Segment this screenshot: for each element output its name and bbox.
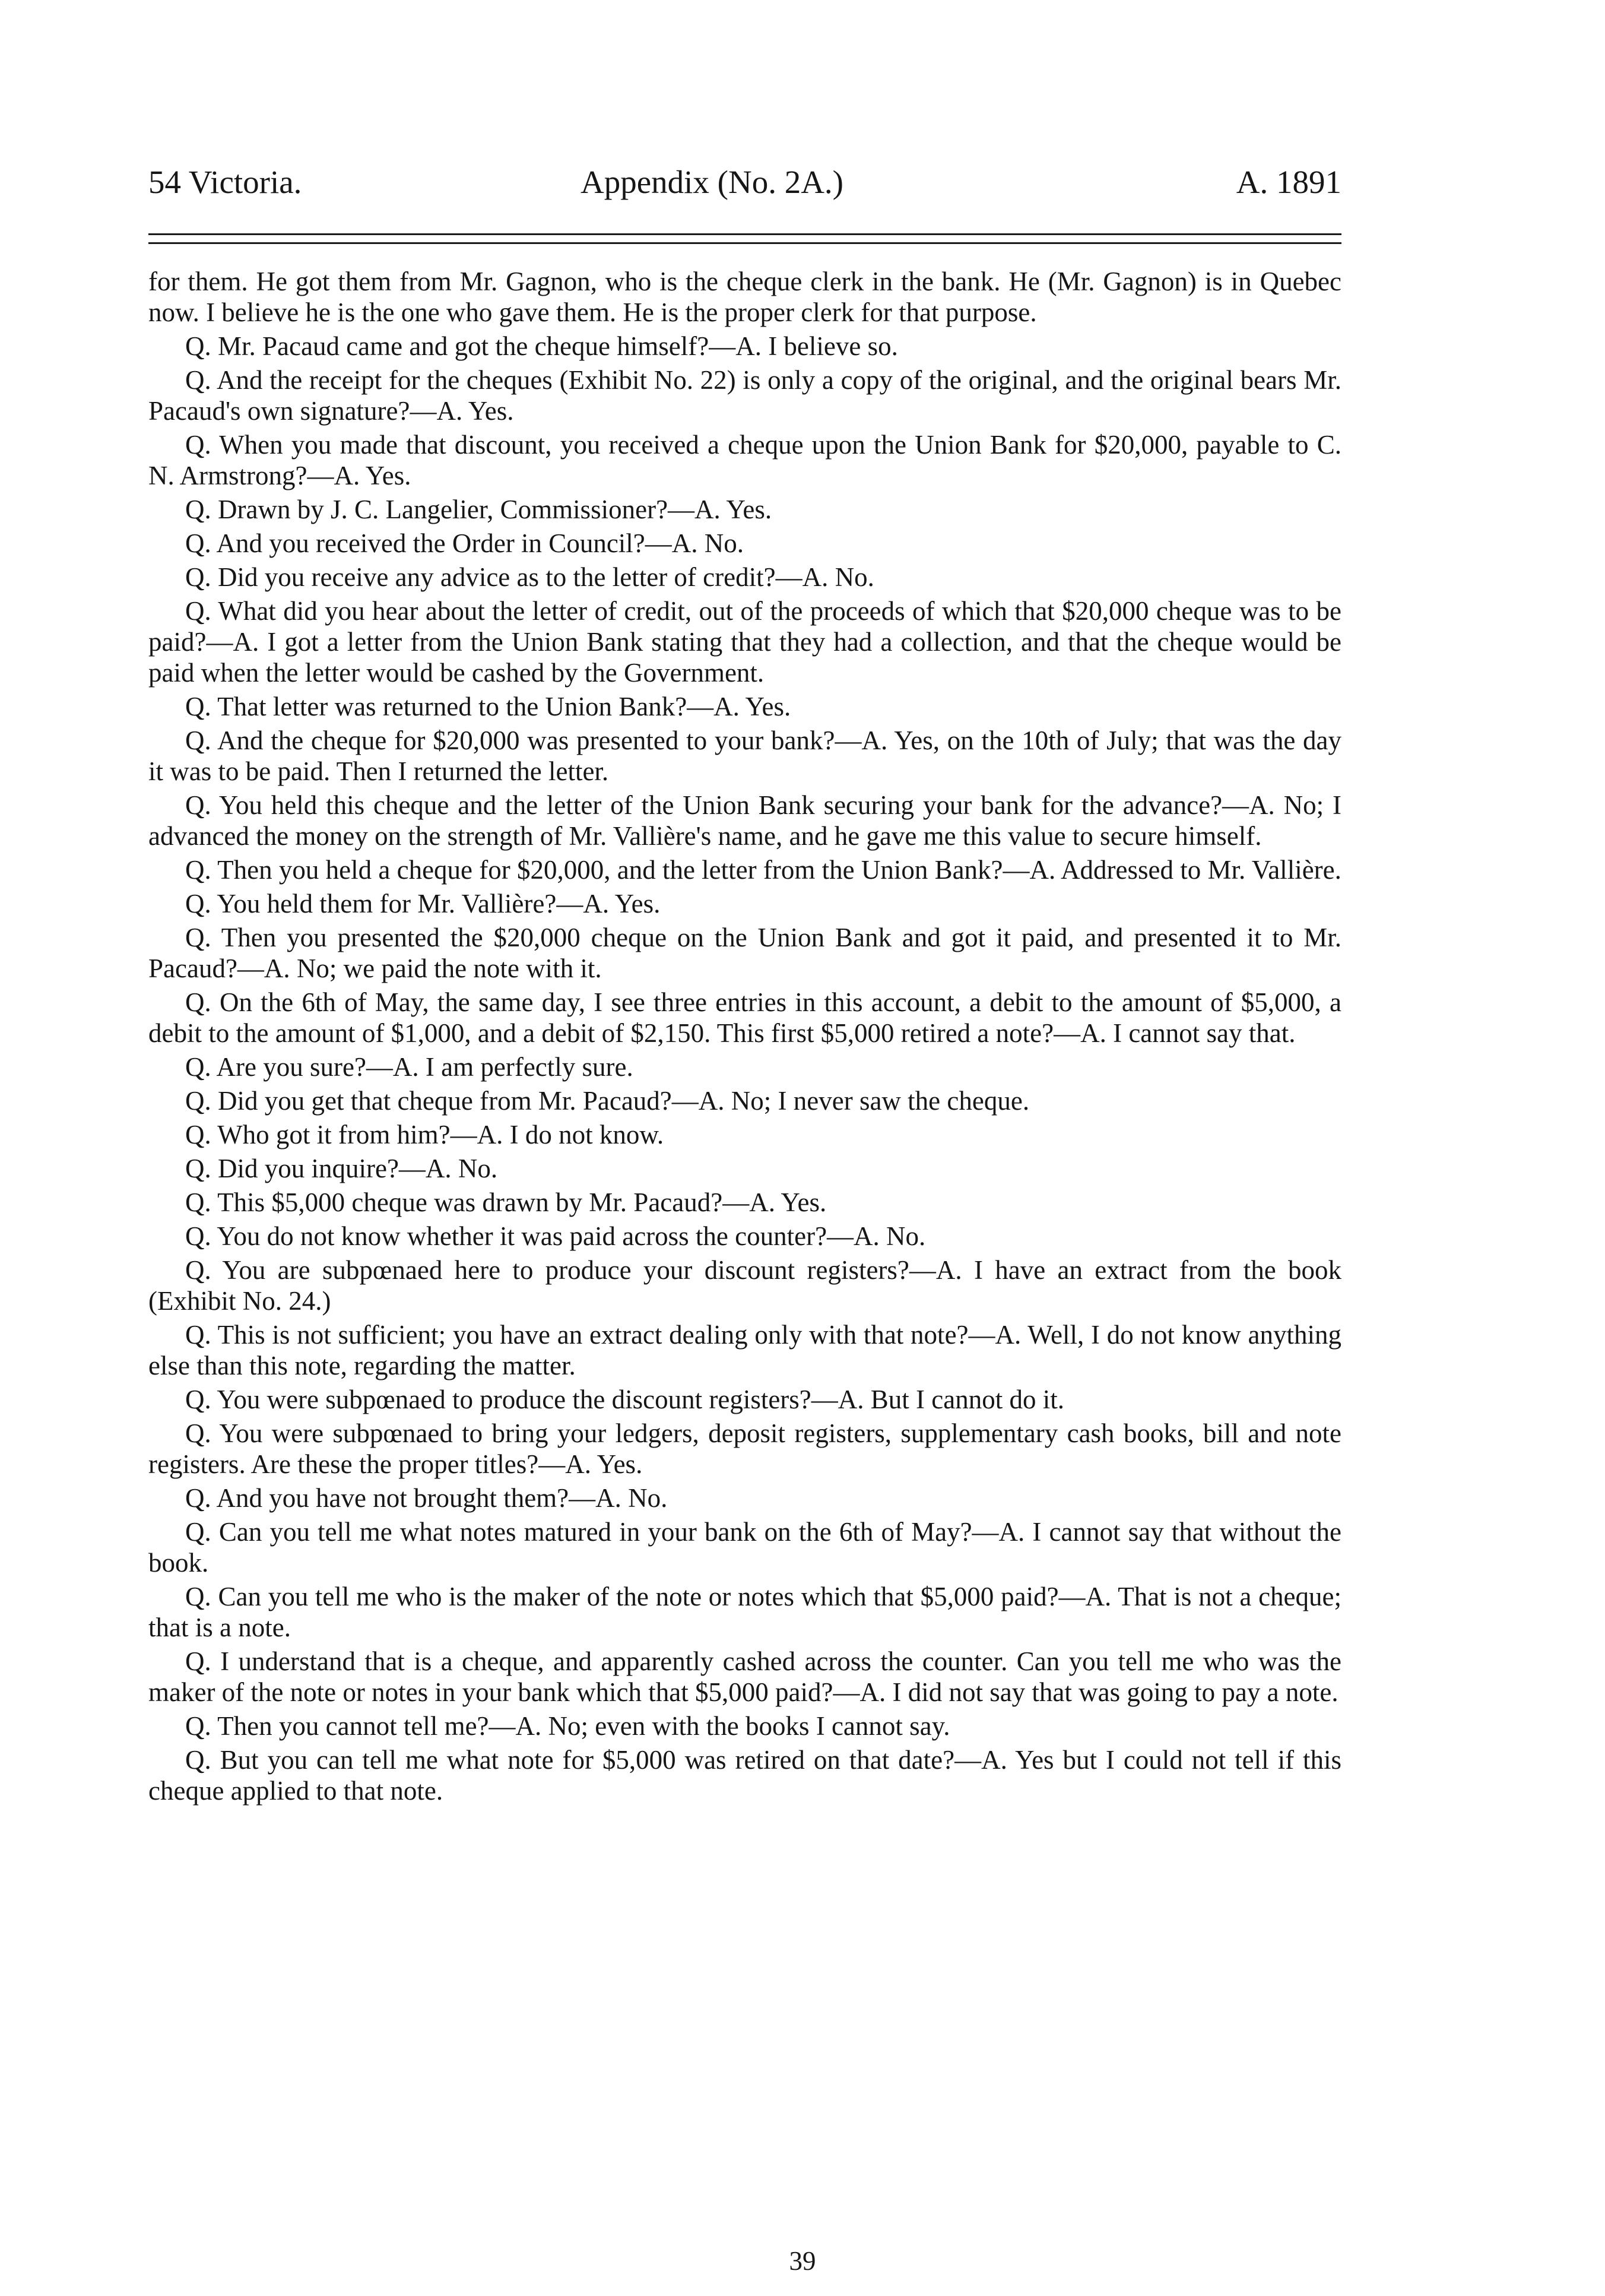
testimony-paragraph: Q. Can you tell me who is the maker of the note or notes which that $5,000 paid?—A. That is not a cheque; that is a note. <box>148 1582 1341 1642</box>
continued-paragraph: for them. He got them from Mr. Gagnon, who is the cheque clerk in the bank. He (Mr. Gagnon) is in Quebec now. I believe he is the one who gave them. He is the proper clerk for that purpose. <box>148 267 1341 327</box>
testimony-paragraph: Q. Then you presented the $20,000 cheque on the Union Bank and got it paid, and presented it to Mr. Pacaud?—A. No; we paid the note with it. <box>148 923 1341 983</box>
testimony-paragraph: Q. You held them for Mr. Vallière?—A. Yes. <box>185 889 661 919</box>
testimony-paragraph: Q. Did you receive any advice as to the letter of credit?—A. No. <box>185 562 874 592</box>
testimony-paragraph: Q. You were subpœnaed to produce the discount registers?—A. But I cannot do it. <box>185 1385 1064 1414</box>
testimony-paragraph: Q. When you made that discount, you received a cheque upon the Union Bank for $20,000, payable to C. N. Armstrong?—A. Yes. <box>148 430 1341 490</box>
header-year: A. 1891 <box>1236 164 1341 200</box>
testimony-paragraph: Q. Drawn by J. C. Langelier, Commissioner?—A. Yes. <box>185 495 772 524</box>
testimony-paragraph: Q. You held this cheque and the letter of the Union Bank securing your bank for the advance?—A. No; I advanced the money on the strength of Mr. Vallière's name, and he gave me this value to secure himself. <box>148 790 1341 851</box>
page-number: 39 <box>789 2246 816 2276</box>
testimony-paragraph: Q. Who got it from him?—A. I do not know. <box>185 1120 664 1149</box>
testimony-paragraph: Q. And you received the Order in Council?—A. No. <box>185 528 744 558</box>
testimony-paragraph: Q. And the receipt for the cheques (Exhibit No. 22) is only a copy of the original, and the original bears Mr. Pacaud's own signature?—A. Yes. <box>148 365 1341 426</box>
header-rule-bottom <box>148 242 1341 244</box>
testimony-paragraph: Q. This $5,000 cheque was drawn by Mr. Pacaud?—A. Yes. <box>185 1187 827 1217</box>
testimony-paragraph: Q. What did you hear about the letter of credit, out of the proceeds of which that $20,000 cheque was to be paid?—A. I got a letter from the Union Bank stating that they had a collection, and that the cheque would be paid when the letter would be cashed by the Government. <box>148 596 1341 688</box>
testimony-paragraph: Q. Mr. Pacaud came and got the cheque himself?—A. I believe so. <box>185 331 898 361</box>
testimony-paragraph: Q. You were subpœnaed to bring your ledgers, deposit registers, supplementary cash books, bill and note registers. Are these the proper titles?—A. Yes. <box>148 1418 1341 1479</box>
page-header <box>148 163 1341 211</box>
testimony-paragraph: Q. I understand that is a cheque, and apparently cashed across the counter. Can you tell me who was the maker of the note or notes in your bank which that $5,000 paid?—A. I did not say that was going to pay a note. <box>148 1646 1341 1707</box>
testimony-paragraph: Q. This is not sufficient; you have an extract dealing only with that note?—A. Well, I do not know anything else than this note, regarding the matter. <box>148 1320 1341 1380</box>
testimony-paragraph: Q. Then you cannot tell me?—A. No; even with the books I cannot say. <box>185 1711 950 1741</box>
header-rule-top <box>148 233 1341 235</box>
header-session: 54 Victoria. <box>148 164 302 200</box>
testimony-paragraph: Q. Can you tell me what notes matured in your bank on the 6th of May?—A. I cannot say that without the book. <box>148 1517 1341 1578</box>
testimony-paragraph: Q. Then you held a cheque for $20,000, and the letter from the Union Bank?—A. Addressed to Mr. Vallière. <box>185 855 1341 885</box>
testimony-paragraph: Q. On the 6th of May, the same day, I see three entries in this account, a debit to the amount of $5,000, a debit to the amount of $1,000, and a debit of $2,150. This first $5,000 retired a note?—A. I cannot say that. <box>148 987 1341 1048</box>
testimony-paragraph: Q. And you have not brought them?—A. No. <box>185 1483 668 1513</box>
testimony-paragraph: Q. That letter was returned to the Union Bank?—A. Yes. <box>185 692 791 721</box>
testimony-paragraph: Q. You do not know whether it was paid across the counter?—A. No. <box>185 1221 926 1251</box>
header-appendix: Appendix (No. 2A.) <box>581 164 843 200</box>
testimony-paragraph: Q. And the cheque for $20,000 was presented to your bank?—A. Yes, on the 10th of July; that was the day it was to be paid. Then I returned the letter. <box>148 726 1341 786</box>
testimony-body <box>148 266 1341 1809</box>
testimony-paragraph: Q. Are you sure?—A. I am perfectly sure. <box>185 1052 633 1082</box>
testimony-paragraph: Q. Did you inquire?—A. No. <box>185 1154 498 1183</box>
testimony-paragraph: Q. You are subpœnaed here to produce your discount registers?—A. I have an extract from the book (Exhibit No. 24.) <box>148 1255 1341 1316</box>
testimony-paragraph: Q. But you can tell me what note for $5,000 was retired on that date?—A. Yes but I could not tell if this cheque applied to that note. <box>148 1745 1341 1806</box>
testimony-paragraph: Q. Did you get that cheque from Mr. Pacaud?—A. No; I never saw the cheque. <box>185 1086 1030 1116</box>
